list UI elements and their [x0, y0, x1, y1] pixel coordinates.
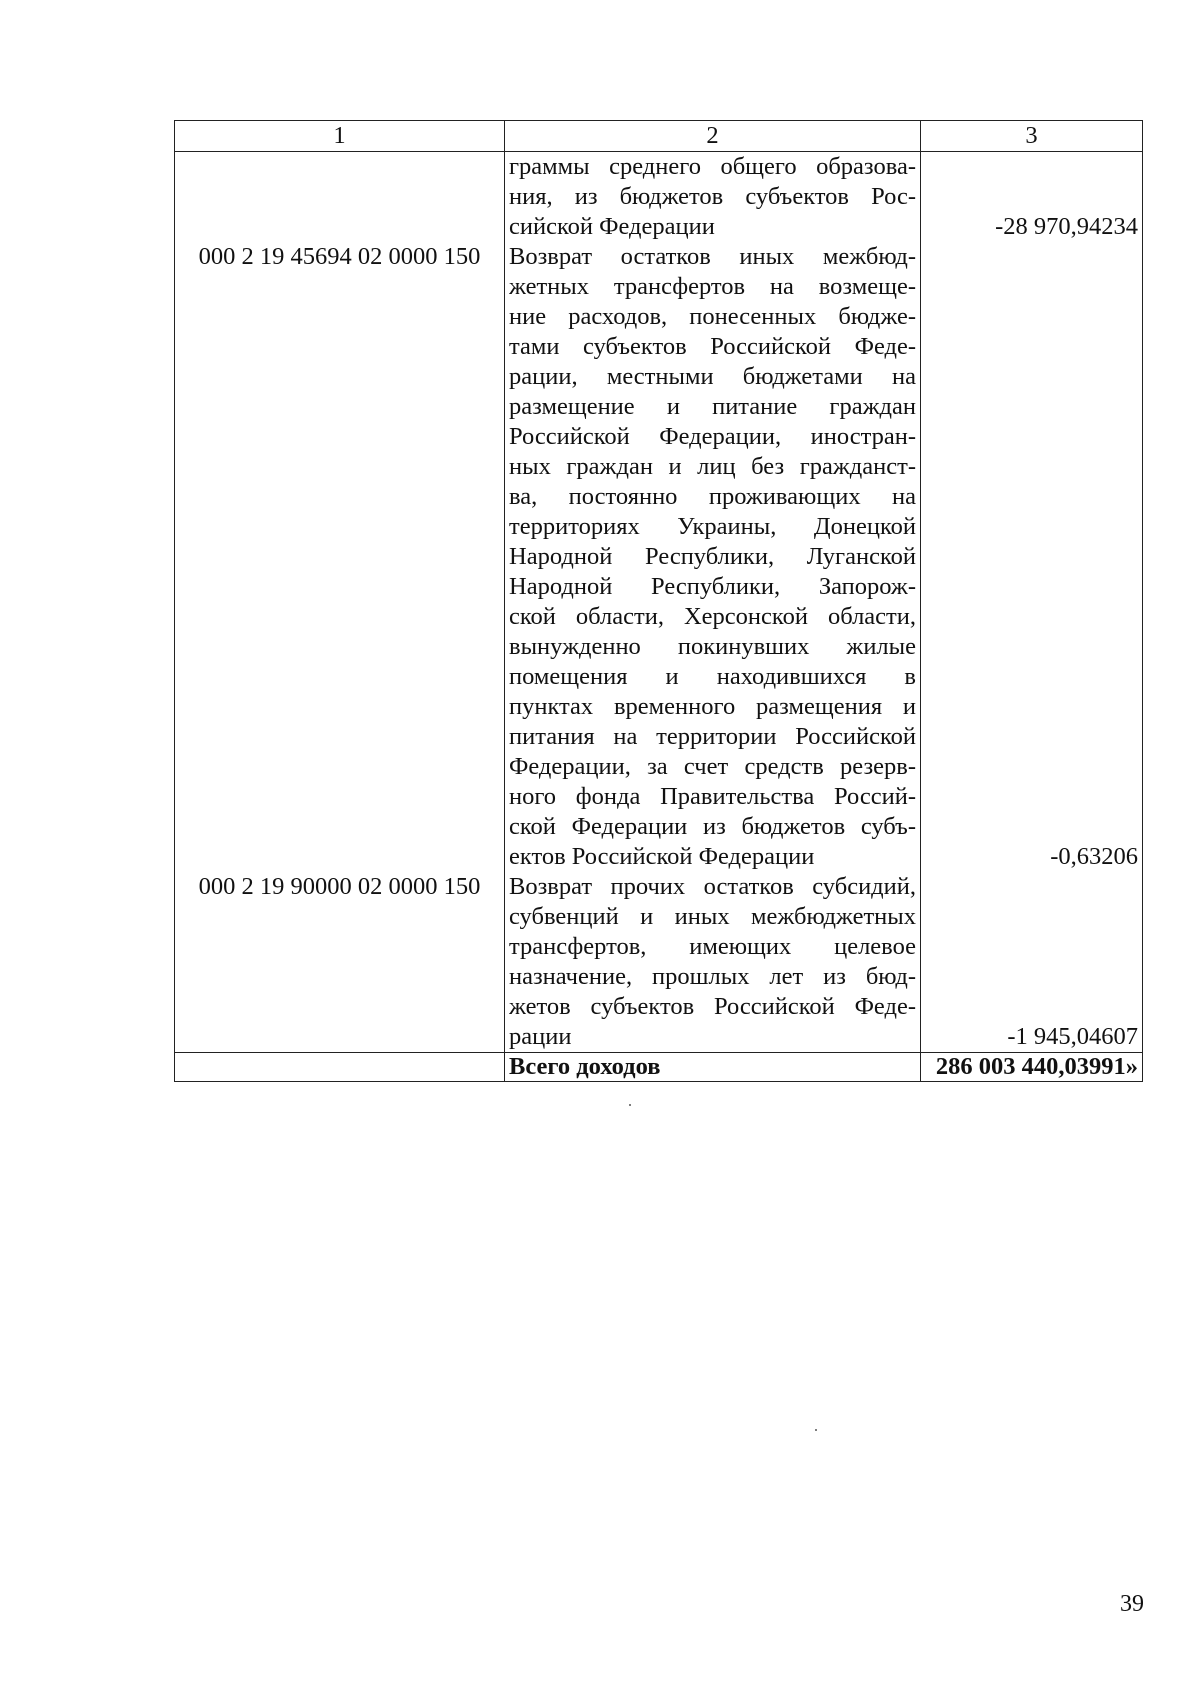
description-line: ской области, Херсонской области, — [509, 603, 916, 630]
amounts-cell — [921, 152, 1143, 1053]
description-line: тами субъектов Российской Феде- — [509, 333, 916, 360]
page-number: 39 — [1120, 1591, 1144, 1617]
total-row — [175, 1053, 1143, 1082]
descriptions-cell — [505, 152, 921, 1053]
description-line: территориях Украины, Донецкой — [509, 513, 916, 540]
description-line: рации — [509, 1023, 572, 1050]
description-line: помещения и находившихся в — [509, 663, 916, 690]
description-line: граммы среднего общего образова- — [509, 153, 916, 180]
total-value: 286 003 440,03991» — [921, 1053, 1143, 1082]
description-text — [509, 242, 916, 872]
description-line: Народной Республики, Луганской — [509, 543, 916, 570]
amount-value: -0,63206 — [1050, 843, 1138, 870]
description-line: пунктах временного размещения и — [509, 693, 916, 720]
description-line: назначение, прошлых лет из бюд- — [509, 963, 916, 990]
table-header-row — [175, 121, 1143, 152]
total-empty-cell — [175, 1053, 505, 1082]
description-line: жетных трансфертов на возмеще- — [509, 273, 916, 300]
description-line: размещение и питание граждан — [509, 393, 916, 420]
amount-value: -1 945,04607 — [1007, 1023, 1138, 1050]
codes-cell — [175, 152, 505, 1053]
description-line: Российской Федерации, иностран- — [509, 423, 916, 450]
budget-code: 000 2 19 90000 02 0000 150 — [198, 873, 481, 900]
description-line: ния, из бюджетов субъектов Рос- — [509, 183, 916, 210]
header-col-2: 2 — [505, 121, 921, 152]
description-line: ных граждан и лиц без гражданст- — [509, 453, 916, 480]
description-line: Федерации, за счет средств резерв- — [509, 753, 916, 780]
description-line: жетов субъектов Российской Феде- — [509, 993, 916, 1020]
description-line: ного фонда Правительства Россий- — [509, 783, 916, 810]
description-text — [509, 152, 916, 242]
budget-code: 000 2 19 45694 02 0000 150 — [198, 243, 481, 270]
description-line: трансфертов, имеющих целевое — [509, 933, 916, 960]
description-line: ской Федерации из бюджетов субъ- — [509, 813, 916, 840]
description-line: питания на территории Российской — [509, 723, 916, 750]
scan-speck — [815, 1429, 817, 1431]
scan-speck — [629, 1104, 631, 1106]
description-line: вынужденно покинувших жилые — [509, 633, 916, 660]
description-text — [509, 872, 916, 1052]
description-line: субвенций и иных межбюджетных — [509, 903, 916, 930]
table-body-row — [175, 152, 1143, 1053]
description-line: ние расходов, понесенных бюдже- — [509, 303, 916, 330]
description-line: ектов Российской Федерации — [509, 843, 815, 870]
amount-value: -28 970,94234 — [995, 213, 1138, 240]
total-label: Всего доходов — [505, 1053, 921, 1082]
header-col-1: 1 — [175, 121, 505, 152]
description-line: Народной Республики, Запорож- — [509, 573, 916, 600]
header-col-3: 3 — [921, 121, 1143, 152]
description-line: Возврат прочих остатков субсидий, — [509, 873, 916, 900]
description-line: рации, местными бюджетами на — [509, 363, 916, 390]
description-line: ва, постоянно проживающих на — [509, 483, 916, 510]
budget-table — [174, 120, 1143, 1082]
description-line: Возврат остатков иных межбюд- — [509, 243, 916, 270]
description-line: сийской Федерации — [509, 213, 715, 240]
